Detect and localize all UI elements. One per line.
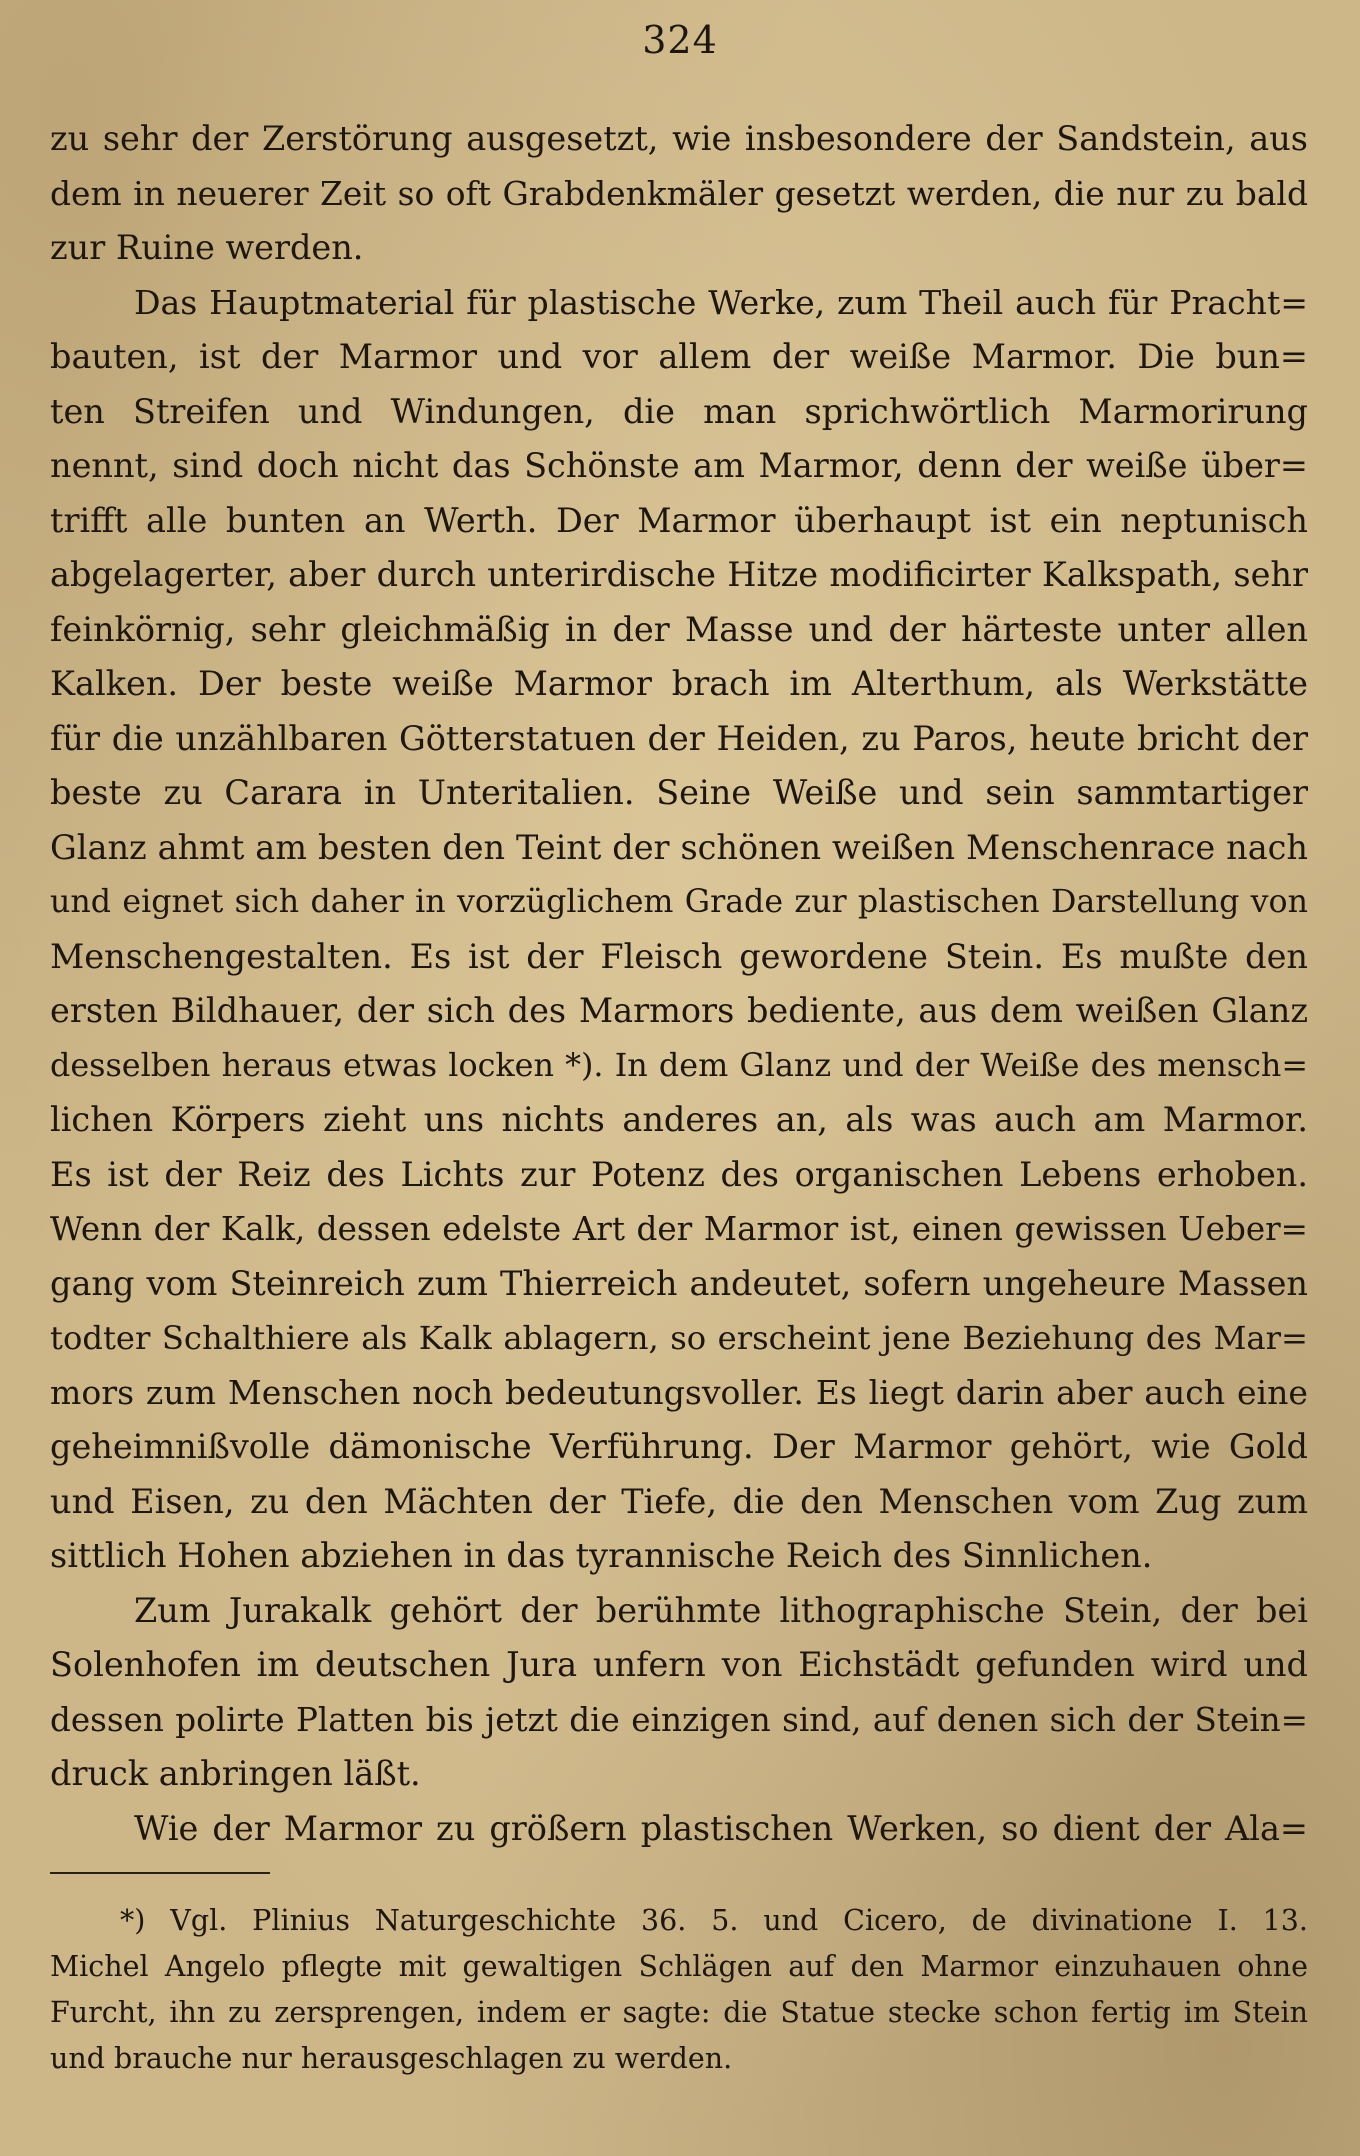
text-line: feinkörnig, sehr gleichmäßig in der Masse und der härteste unter allen <box>50 609 1308 649</box>
text-line: zu sehr der Zerstörung ausgesetzt, wie insbesondere der Sandstein, aus <box>50 119 1308 158</box>
text-line: Wenn der Kalk, dessen edelste Art der Marmor ist, einen gewissen Ueber= <box>50 1210 1308 1248</box>
footnote-line: *) Vgl. Plinius Naturgeschichte 36. 5. und Cicero, de divinatione I. 13. <box>120 1904 1308 1937</box>
text-line: bauten, ist der Marmor und vor allem der weiße Marmor. Die bun= <box>50 337 1308 376</box>
text-line: druck anbringen läßt. <box>50 1754 421 1793</box>
footnote <box>50 1898 1308 2082</box>
text-line: Zum Jurakalk gehört der berühmte lithographische Stein, der bei <box>134 1590 1308 1630</box>
text-line: Glanz ahmt am besten den Teint der schönen weißen Menschenrace nach <box>50 827 1308 867</box>
footnote-line: Michel Angelo pflegte mit gewaltigen Schlägen auf den Marmor einzuhauen ohne <box>50 1950 1308 1983</box>
text-line: für die unzählbaren Götterstatuen der Heiden, zu Paros, heute bricht der <box>50 718 1308 758</box>
footnote-divider <box>50 1872 270 1874</box>
text-line: lichen Körpers zieht uns nichts anderes an, als was auch am Marmor. <box>50 1100 1308 1139</box>
text-line: desselben heraus etwas locken *). In dem Glanz und der Weiße des mensch= <box>50 1046 1308 1084</box>
text-line: dessen polirte Platten bis jetzt die einzigen sind, auf denen sich der Stein= <box>50 1700 1308 1739</box>
text-line: zur Ruine werden. <box>50 228 364 267</box>
text-line: abgelagerter, aber durch unterirdische Hitze modificirter Kalkspath, sehr <box>50 555 1308 594</box>
text-line: Es ist der Reiz des Lichts zur Potenz des organischen Lebens erhoben. <box>50 1154 1308 1194</box>
page-number: 324 <box>642 18 718 62</box>
text-line: trifft alle bunten an Werth. Der Marmor überhaupt ist ein neptunisch <box>50 500 1308 540</box>
text-line: Menschengestalten. Es ist der Fleisch gewordene Stein. Es mußte den <box>50 936 1308 976</box>
text-line: geheimnißvolle dämonische Verführung. Der Marmor gehört, wie Gold <box>50 1427 1308 1466</box>
footnote-line: und brauche nur herausgeschlagen zu werden. <box>50 2042 733 2075</box>
text-line: und Eisen, zu den Mächten der Tiefe, die den Menschen vom Zug zum <box>50 1481 1308 1521</box>
footnote-line: Furcht, ihn zu zersprengen, indem er sagte: die Statue stecke schon fertig im Stein <box>50 1996 1308 2029</box>
text-line: beste zu Carara in Unteritalien. Seine Weiße und sein sammtartiger <box>50 773 1308 812</box>
text-line: mors zum Menschen noch bedeutungsvoller. Es liegt darin aber auch eine <box>50 1372 1308 1412</box>
text-line: dem in neuerer Zeit so oft Grabdenkmäler gesetzt werden, die nur zu bald <box>50 173 1308 213</box>
text-line: gang vom Steinreich zum Thierreich andeutet, sofern ungeheure Massen <box>50 1263 1308 1303</box>
body-text <box>50 112 1308 1856</box>
text-line: ten Streifen und Windungen, die man sprichwörtlich Marmorirung <box>50 391 1308 431</box>
text-line: und eignet sich daher in vorzüglichem Grade zur plastischen Darstellung von <box>50 884 1308 920</box>
text-line: sittlich Hohen abziehen in das tyrannische Reich des Sinnlichen. <box>50 1536 1153 1575</box>
text-line: Solenhofen im deutschen Jura unfern von Eichstädt gefunden wird und <box>50 1645 1308 1684</box>
text-line: Wie der Marmor zu größern plastischen Werken, so dient der Ala= <box>134 1808 1308 1848</box>
text-line: ersten Bildhauer, der sich des Marmors bediente, aus dem weißen Glanz <box>50 991 1308 1030</box>
text-line: todter Schalthiere als Kalk ablagern, so erscheint jene Beziehung des Mar= <box>50 1319 1308 1357</box>
text-line: Das Hauptmaterial für plastische Werke, zum Theil auch für Pracht= <box>134 282 1308 322</box>
text-line: Kalken. Der beste weiße Marmor brach im Alterthum, als Werkstätte <box>50 664 1308 703</box>
text-line: nennt, sind doch nicht das Schönste am Marmor, denn der weiße über= <box>50 446 1308 485</box>
